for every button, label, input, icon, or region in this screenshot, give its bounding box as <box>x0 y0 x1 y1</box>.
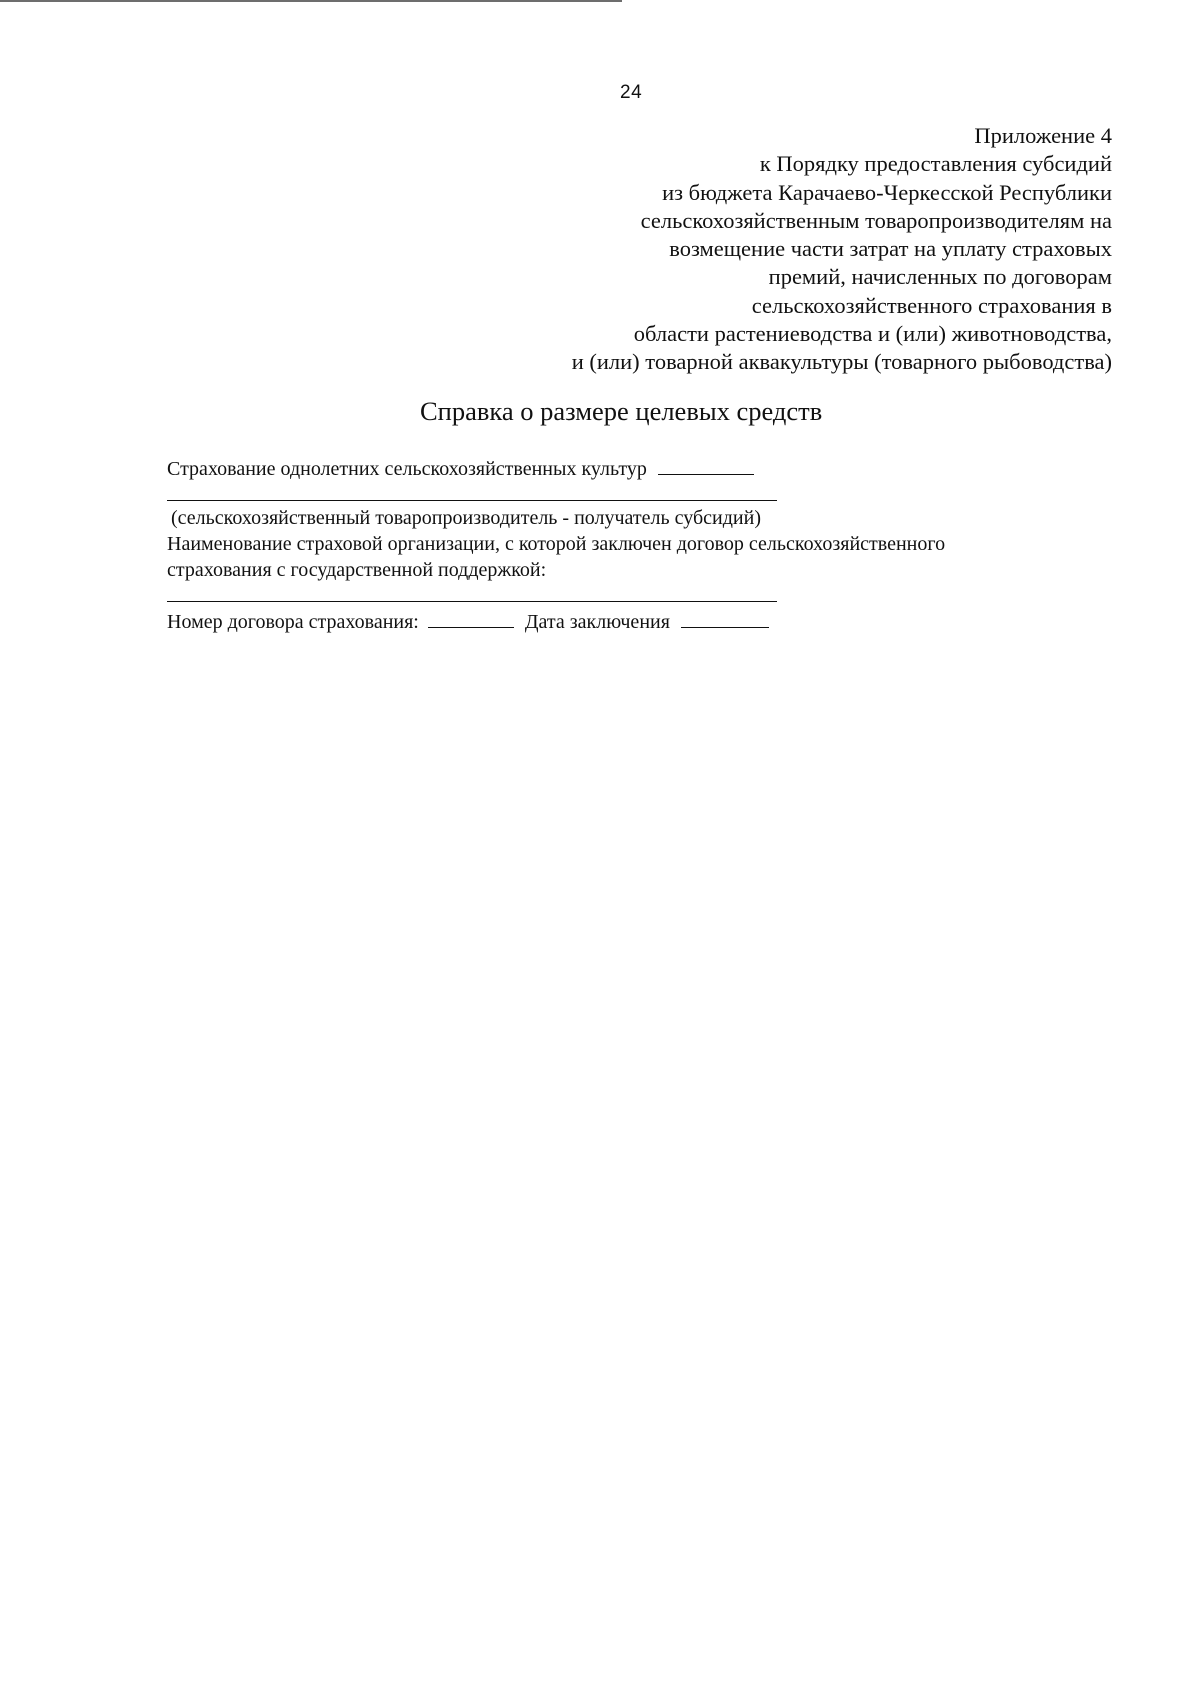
appendix-line: и (или) товарной аквакультуры (товарного рыбоводства) <box>571 349 1112 375</box>
scan-top-edge-line <box>0 0 622 2</box>
page-number: 24 <box>620 82 643 103</box>
document-title: Справка о размере целевых средств <box>420 396 823 426</box>
appendix-line: премий, начисленных по договорам <box>768 264 1112 290</box>
appendix-header <box>412 122 1112 377</box>
conclusion-date-blank-field[interactable] <box>681 609 769 628</box>
appendix-line: Приложение 4 <box>974 123 1112 148</box>
appendix-line: из бюджета Карачаево-Черкесской Республики <box>662 179 1112 205</box>
insurer-label: Наименование страховой организации, с которой заключен договор сельскохозяйственного <box>167 533 946 555</box>
insurance-type-row <box>167 456 754 481</box>
appendix-line: к Порядку предоставления субсидий <box>759 151 1112 177</box>
appendix-line: сельскохозяйственного страхования в <box>751 292 1112 318</box>
contract-row <box>167 609 769 634</box>
insurer-name-line[interactable] <box>167 601 777 602</box>
insurance-type-label: Страхование однолетних сельскохозяйственных культур <box>167 458 647 480</box>
conclusion-date-label: Дата заключения <box>524 611 670 633</box>
appendix-line: сельскохозяйственным товаропроизводителям на <box>640 207 1112 233</box>
contract-number-label: Номер договора страхования: <box>167 611 419 633</box>
contract-number-blank-field[interactable] <box>428 609 514 628</box>
appendix-line: области растениеводства и (или) животноводства, <box>633 321 1112 347</box>
recipient-caption: (сельскохозяйственный товаропроизводитель - получатель субсидий) <box>171 507 761 529</box>
appendix-line: возмещение части затрат на уплату страховых <box>669 236 1112 262</box>
recipient-name-line[interactable] <box>167 500 777 501</box>
insurance-type-blank-field[interactable] <box>658 456 754 475</box>
insurer-label-continued: страхования с государственной поддержкой: <box>167 559 547 581</box>
